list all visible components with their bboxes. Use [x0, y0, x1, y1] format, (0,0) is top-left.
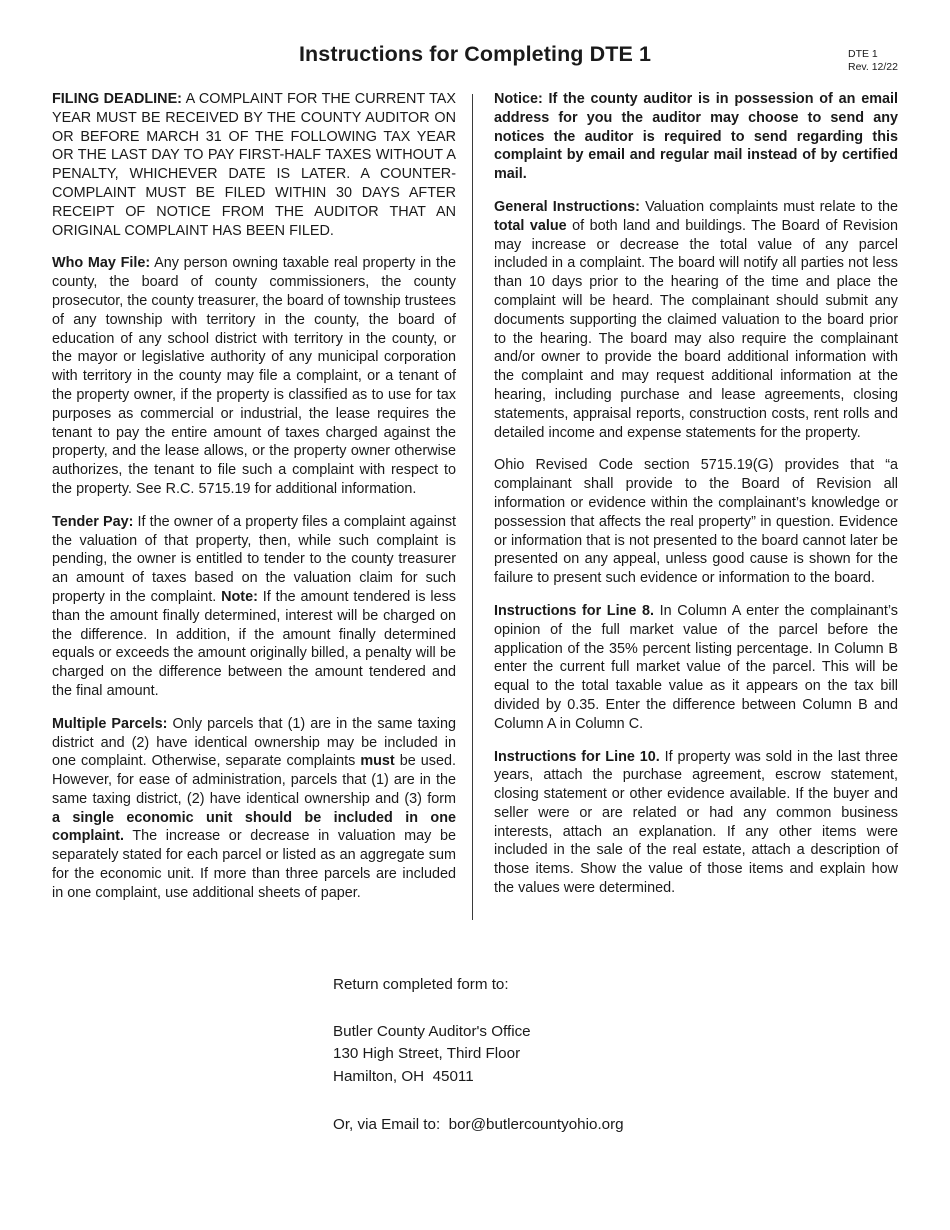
- tender-pay-label: Tender Pay:: [52, 513, 134, 530]
- who-may-file-body: Any person owning taxable real property in the county, the board of county commissioners, the county prosecutor, the county treasurer, the board of township trustees of any township with territory in the county, the board of education of any school district with territory in the county, or the mayor or legislative authority of any municipal corporation with territory in the county may file a complaint, or a tenant of the property owner, if the property is classified as to use for tax purposes as commercial or industrial, the lease requires the tenant to pay the entire amount of taxes charged against the property, and the lease allows, or the property owner otherwise authorizes, the tenant to file such a complaint with respect to the property. See R.C. 5715.19 for additional information.: [52, 255, 457, 497]
- form-revision-block: [848, 48, 898, 75]
- line-10-label: Instructions for Line 10.: [494, 748, 660, 765]
- return-office-name: Butler County Auditor's Office: [333, 1023, 531, 1041]
- tender-pay-note-label: Note:: [221, 588, 258, 605]
- paragraph-line-8: [494, 602, 898, 734]
- filing-deadline-body: A COMPLAINT FOR THE CURRENT TAX YEAR MUST BE RECEIVED BY THE COUNTY AUDITOR ON OR BEFORE MARCH 31 OF THE FOLLOWING TAX YEAR OR THE LAST DAY TO PAY FIRST-HALF TAXES WITHOUT A PENALTY, WHICHEVER DATE IS LATER. A COUNTER-COMPLAINT MUST BE FILED WITHIN 30 DAYS AFTER RECEIPT OF NOTICE FROM THE AUDITOR THAT AN ORIGINAL COMPLAINT HAS BEEN FILED.: [52, 91, 456, 239]
- form-revision-date: Rev. 12/22: [847, 61, 898, 74]
- who-may-file-label: Who May File:: [52, 255, 151, 272]
- multiple-parcels-label: Multiple Parcels:: [52, 715, 168, 732]
- paragraph-general-instructions: [494, 198, 898, 442]
- multiple-parcels-body-second: be used. However, for ease of administration, parcels that (1) are in the same taxing district, (2) have identical ownership and (3) form: [52, 753, 456, 807]
- general-instructions-body-first: Valuation complaints must relate to the: [639, 198, 898, 215]
- filing-deadline-label: FILING DEADLINE:: [52, 91, 182, 107]
- tender-pay-body-second: If the amount tendered is less than the amount finally determined, interest will be charged on the difference. In addition, if the amount finally determined equals or exceeds the amount originally billed, a penalty will be charged on the difference between the amount tendered and the final amount.: [52, 588, 456, 699]
- total-value-emphasis: total value: [494, 217, 567, 234]
- return-street-address: 130 High Street, Third Floor: [333, 1045, 521, 1063]
- left-column: [52, 90, 456, 903]
- page-title: Instructions for Completing DTE 1: [298, 42, 652, 66]
- column-divider: [472, 94, 473, 920]
- multiple-parcels-must-emphasis: must: [360, 753, 395, 770]
- document-header: [0, 42, 950, 92]
- paragraph-multiple-parcels: [52, 715, 456, 903]
- form-code: DTE 1: [847, 48, 878, 60]
- paragraph-line-10: [494, 748, 898, 898]
- general-instructions-body-second: of both land and buildings. The Board of Revision may increase or decrease the total value of any parcel included in a complaint. The board will notify all parties not less than 10 days prior to the hearing of the time and place the complaint will be heard. The complainant should submit any documents supporting the claimed valuation to the board prior to the hearing. The board may also require the complainant and/or owner to provide the board additional information with the complaint and may request additional information at the hearing, including purchase and lease agreements, closing statements, appraisal reports, construction costs, rent rolls and detailed income and expense statements for the property.: [494, 217, 898, 441]
- general-instructions-label: General Instructions:: [494, 198, 640, 215]
- return-address-block: [333, 977, 624, 1132]
- multiple-parcels-economic-unit-emphasis: a single economic unit should be included in one complaint.: [52, 809, 456, 845]
- line-10-body: If property was sold in the last three years, attach the purchase agreement, escrow statement, closing statement or other evidence available. If the buyer and seller were or are related or had any common business interests, attach an explanation. If any other items were included in the sale of the real estate, attach a description of those items. Show the value of those items and explain how the values were determined.: [494, 748, 898, 897]
- notice-body: If the county auditor is in possession of an email address for you the auditor may choose to send any notices the auditor is required to send regarding this complaint by email and regular mail instead of by certified mail.: [494, 91, 898, 183]
- return-email-line: Or, via Email to: bor@butlercountyohio.org: [333, 1115, 624, 1133]
- multiple-parcels-body-third: The increase or decrease in valuation may be separately stated for each parcel or listed as an aggregate sum for the economic unit. If more than three parcels are included in one complaint, use additional sheets of paper.: [52, 828, 456, 901]
- return-heading: Return completed form to:: [333, 976, 509, 993]
- return-city-state-zip: Hamilton, OH 45011: [333, 1067, 474, 1085]
- paragraph-who-may-file: [52, 254, 456, 498]
- right-column: [494, 90, 898, 898]
- tender-pay-body-first: If the owner of a property files a complaint against the valuation of that property, then, while such complaint is pending, the owner is entitled to tender to the county treasurer an amount of taxes based on the valuation claim for such property in the complaint.: [52, 513, 457, 605]
- paragraph-filing-deadline: [52, 90, 456, 240]
- line-8-label: Instructions for Line 8.: [494, 602, 655, 619]
- multiple-parcels-body-first: Only parcels that (1) are in the same taxing district and (2) have identical ownership may be included in one complaint. Otherwise, separate complaints: [52, 715, 456, 770]
- line-8-body: In Column A enter the complainant’s opinion of the full market value of the parcel before the application of the 35% percent listing percentage. In Column B enter the current full market value of the parcel. This will be equal to the total taxable value as it appears on the tax bill divided by 0.35. Enter the difference between Column B and Column A in Column C.: [494, 602, 898, 732]
- notice-label: Notice:: [494, 91, 543, 107]
- paragraph-notice: [494, 90, 898, 184]
- paragraph-tender-pay: [52, 513, 456, 701]
- paragraph-revised-code: Ohio Revised Code section 5715.19(G) provides that “a complainant shall provide to the Board of Revision all information or evidence within the complainant’s knowledge or possession that affects the real property” in question. Evidence or information that is not presented to the board cannot later be presented on any appeal, unless good cause is shown for the failure to present such evidence or information to the board.: [494, 457, 898, 587]
